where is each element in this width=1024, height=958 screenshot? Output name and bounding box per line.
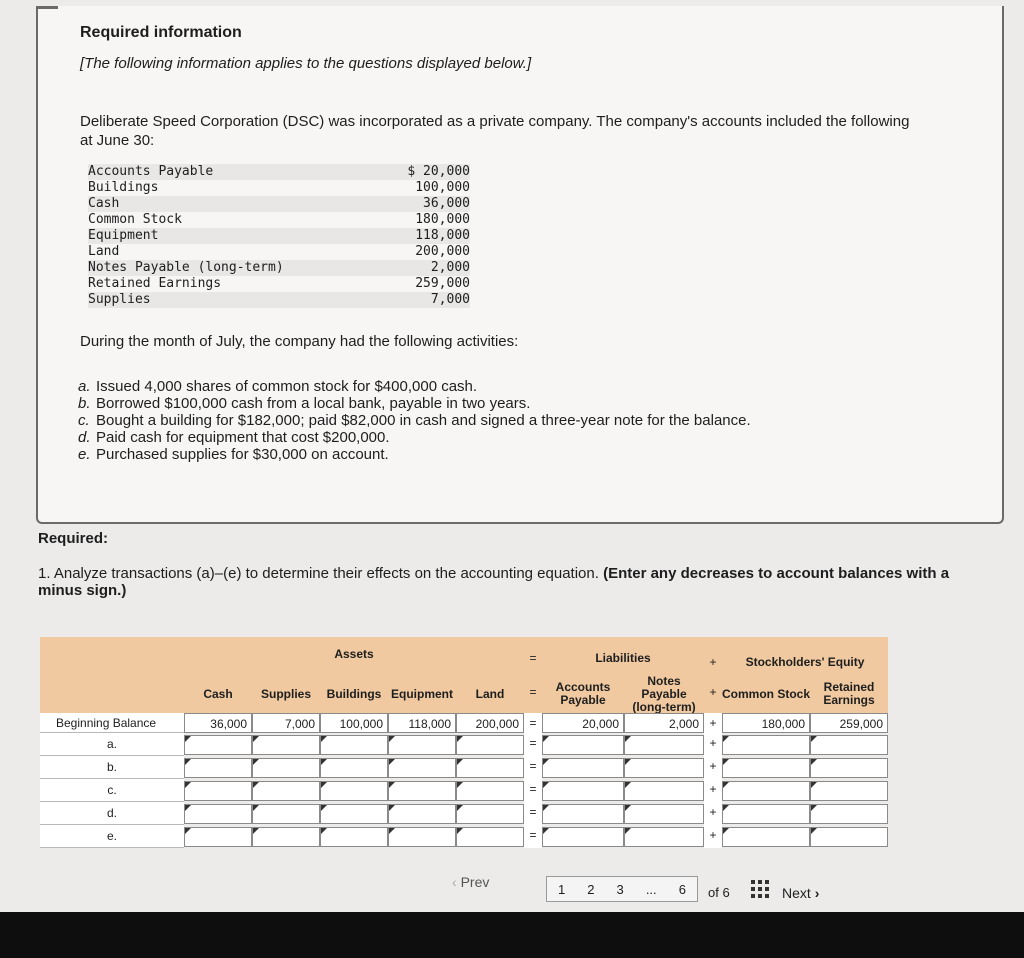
beginning-notes-payable-value: 2,000 [624, 713, 704, 733]
plus-sign: + [704, 733, 722, 756]
input-notes-payable[interactable] [624, 781, 704, 801]
input-flag-icon [253, 782, 259, 788]
input-flag-icon [389, 782, 395, 788]
during-july-text: During the month of July, the company had the following activities: [80, 333, 519, 350]
input-supplies[interactable] [252, 781, 320, 801]
activity-letter: c. [78, 412, 90, 429]
activity-letter: a. [78, 378, 91, 395]
activity-item [78, 429, 751, 446]
input-flag-icon [625, 828, 631, 834]
input-common-stock[interactable] [722, 781, 810, 801]
input-flag-icon [185, 759, 191, 765]
beginning-cash-value: 36,000 [184, 713, 252, 733]
prev-button[interactable] [452, 874, 489, 890]
input-common-stock[interactable] [722, 827, 810, 847]
input-cash[interactable] [184, 735, 252, 755]
equity-group-header: Stockholders' Equity [745, 655, 865, 669]
activity-letter: d. [78, 429, 91, 446]
input-common-stock[interactable] [722, 758, 810, 778]
account-row [88, 164, 470, 180]
activity-text: Borrowed $100,000 cash from a local bank, payable in two years. [96, 395, 531, 412]
activity-text: Bought a building for $182,000; paid $82,000 in cash and signed a three-year note for the balance. [96, 412, 751, 429]
accounts-list [88, 164, 470, 308]
input-notes-payable[interactable] [624, 735, 704, 755]
page-2[interactable]: 2 [587, 881, 595, 897]
account-row [88, 196, 470, 212]
company-intro: Deliberate Speed Corporation (DSC) was incorporated as a private company. The company's accounts included the following at June 30: [80, 113, 910, 149]
chevron-left-icon: ‹ [452, 874, 457, 890]
plus-sign: + [704, 756, 722, 779]
account-value: $ 20,000 [407, 164, 470, 179]
column-header-supplies: Supplies [260, 686, 311, 701]
input-flag-icon [723, 736, 729, 742]
input-land[interactable] [456, 735, 524, 755]
activity-text: Issued 4,000 shares of common stock for $400,000 cash. [96, 378, 478, 395]
grid-menu-icon[interactable] [751, 880, 769, 898]
account-name: Equipment [88, 228, 159, 243]
next-button[interactable] [782, 885, 882, 901]
column-header-retained-earnings: Retained Earnings [823, 680, 875, 707]
instruction-bold: (Enter any decreases to account balances with a minus sign.) [38, 565, 950, 599]
input-notes-payable[interactable] [624, 758, 704, 778]
input-flag-icon [457, 782, 463, 788]
input-supplies[interactable] [252, 827, 320, 847]
required-information-title: Required information [80, 24, 242, 41]
input-supplies[interactable] [252, 804, 320, 824]
equals-sign: = [529, 651, 537, 665]
account-value: 118,000 [415, 228, 470, 243]
input-flag-icon [625, 805, 631, 811]
column-header-cash: Cash [203, 686, 233, 701]
input-common-stock[interactable] [722, 804, 810, 824]
activity-item [78, 446, 751, 463]
input-flag-icon [389, 736, 395, 742]
page-ellipsis: ... [645, 881, 657, 897]
input-buildings[interactable] [320, 827, 388, 847]
required-header: Required: [38, 530, 109, 547]
input-flag-icon [253, 759, 259, 765]
equals-sign: = [524, 779, 542, 802]
chevron-right-icon: › [814, 885, 820, 901]
input-flag-icon [811, 736, 817, 742]
input-accounts-payable[interactable] [542, 827, 624, 847]
input-flag-icon [389, 759, 395, 765]
next-label: Next [782, 885, 811, 901]
input-flag-icon [321, 805, 327, 811]
beginning-retained-earnings-value: 259,000 [810, 713, 888, 733]
input-accounts-payable[interactable] [542, 781, 624, 801]
input-equipment[interactable] [388, 827, 456, 847]
input-cash[interactable] [184, 781, 252, 801]
plus-sign: + [704, 825, 722, 848]
input-flag-icon [543, 828, 549, 834]
account-name: Retained Earnings [88, 276, 222, 291]
account-value: 180,000 [415, 212, 470, 227]
input-equipment[interactable] [388, 804, 456, 824]
input-accounts-payable[interactable] [542, 735, 624, 755]
plus-sign: + [704, 713, 722, 733]
column-header-common-stock: Common Stock [722, 686, 811, 701]
input-flag-icon [723, 759, 729, 765]
activity-item [78, 395, 751, 412]
input-flag-icon [185, 736, 191, 742]
input-retained-earnings[interactable] [810, 804, 888, 824]
input-buildings[interactable] [320, 758, 388, 778]
input-flag-icon [723, 805, 729, 811]
account-value: 7,000 [430, 292, 470, 307]
column-header-buildings: Buildings [326, 686, 382, 701]
activity-letter: e. [78, 446, 91, 463]
bottom-bar [0, 912, 1024, 958]
input-notes-payable[interactable] [624, 827, 704, 847]
input-cash[interactable] [184, 827, 252, 847]
input-flag-icon [185, 828, 191, 834]
input-cash[interactable] [184, 758, 252, 778]
page-1[interactable]: 1 [558, 881, 566, 897]
equals-sign: = [524, 733, 542, 756]
equals-sign: = [524, 713, 542, 733]
beginning-buildings-value: 100,000 [320, 713, 388, 733]
input-land[interactable] [456, 827, 524, 847]
instruction-text [38, 565, 978, 599]
input-buildings[interactable] [320, 781, 388, 801]
beginning-equipment-value: 118,000 [388, 713, 456, 733]
account-name: Notes Payable (long-term) [88, 260, 284, 275]
assets-group-header: Assets [334, 647, 374, 661]
column-header-land: Land [475, 686, 505, 701]
input-flag-icon [253, 805, 259, 811]
input-supplies[interactable] [252, 758, 320, 778]
input-equipment[interactable] [388, 735, 456, 755]
input-flag-icon [253, 828, 259, 834]
input-flag-icon [321, 736, 327, 742]
input-supplies[interactable] [252, 735, 320, 755]
account-name: Cash [88, 196, 120, 211]
input-equipment[interactable] [388, 781, 456, 801]
transaction-row-label: b. [40, 756, 184, 779]
account-value: 200,000 [415, 244, 470, 259]
account-row [88, 244, 470, 260]
account-row [88, 212, 470, 228]
input-accounts-payable[interactable] [542, 758, 624, 778]
beginning-common-stock-value: 180,000 [722, 713, 810, 733]
input-flag-icon [457, 759, 463, 765]
input-flag-icon [811, 828, 817, 834]
instruction-number: 1. [38, 565, 51, 582]
input-flag-icon [457, 828, 463, 834]
input-flag-icon [543, 736, 549, 742]
input-retained-earnings[interactable] [810, 735, 888, 755]
equals-sign: = [524, 756, 542, 779]
page-numbers [546, 876, 698, 902]
input-flag-icon [457, 736, 463, 742]
input-retained-earnings[interactable] [810, 758, 888, 778]
input-flag-icon [321, 828, 327, 834]
activity-text: Paid cash for equipment that cost $200,000. [96, 429, 390, 446]
activities-list [78, 378, 751, 463]
column-header-notes-payable: Notes Payable (long-term) [632, 673, 696, 714]
input-flag-icon [389, 805, 395, 811]
input-land[interactable] [456, 781, 524, 801]
prev-label: Prev [460, 874, 490, 890]
equals-sign: = [524, 825, 542, 848]
input-flag-icon [389, 828, 395, 834]
beginning-balance-label: Beginning Balance [40, 713, 184, 733]
activity-text: Purchased supplies for $30,000 on account. [96, 446, 389, 463]
account-value: 259,000 [415, 276, 470, 291]
input-flag-icon [321, 782, 327, 788]
input-cash[interactable] [184, 804, 252, 824]
input-flag-icon [543, 805, 549, 811]
input-flag-icon [185, 805, 191, 811]
transaction-row-label: d. [40, 802, 184, 825]
beginning-supplies-value: 7,000 [252, 713, 320, 733]
equals-sign: = [524, 802, 542, 825]
activity-letter: b. [78, 395, 91, 412]
input-land[interactable] [456, 758, 524, 778]
account-name: Buildings [88, 180, 159, 195]
input-flag-icon [625, 782, 631, 788]
beginning-accounts-payable-value: 20,000 [542, 713, 624, 733]
input-common-stock[interactable] [722, 735, 810, 755]
input-flag-icon [543, 759, 549, 765]
plus-sign: + [709, 655, 717, 669]
input-equipment[interactable] [388, 758, 456, 778]
equals-sign: = [529, 685, 537, 699]
account-name: Supplies [88, 292, 151, 307]
beginning-land-value: 200,000 [456, 713, 524, 733]
page-count: of 6 [708, 885, 730, 900]
account-value: 2,000 [430, 260, 470, 275]
input-flag-icon [625, 759, 631, 765]
account-row [88, 276, 470, 292]
instruction-body: Analyze transactions (a)–(e) to determine their effects on the accounting equation. [53, 565, 599, 582]
account-value: 36,000 [423, 196, 470, 211]
input-flag-icon [185, 782, 191, 788]
activity-item [78, 378, 751, 395]
input-flag-icon [625, 736, 631, 742]
input-flag-icon [457, 805, 463, 811]
input-accounts-payable[interactable] [542, 804, 624, 824]
account-name: Land [88, 244, 120, 259]
input-flag-icon [253, 736, 259, 742]
input-flag-icon [811, 759, 817, 765]
required-information-subtitle: [The following information applies to the questions displayed below.] [80, 55, 532, 72]
input-flag-icon [543, 782, 549, 788]
column-header-accounts-payable: Accounts Payable [555, 680, 611, 707]
input-buildings[interactable] [320, 804, 388, 824]
column-header-equipment: Equipment [391, 686, 453, 701]
plus-sign: + [704, 779, 722, 802]
account-row [88, 292, 470, 308]
input-flag-icon [723, 782, 729, 788]
account-value: 100,000 [415, 180, 470, 195]
input-flag-icon [321, 759, 327, 765]
activity-item [78, 412, 751, 429]
plus-sign: + [709, 685, 717, 699]
input-buildings[interactable] [320, 735, 388, 755]
liabilities-group-header: Liabilities [595, 651, 651, 665]
account-row [88, 180, 470, 196]
input-retained-earnings[interactable] [810, 827, 888, 847]
plus-sign: + [704, 802, 722, 825]
transaction-row-label: e. [40, 825, 184, 848]
input-flag-icon [811, 782, 817, 788]
input-flag-icon [811, 805, 817, 811]
transaction-row-label: c. [40, 779, 184, 802]
page-3[interactable]: 3 [616, 881, 624, 897]
page-6[interactable]: 6 [678, 881, 686, 897]
account-row [88, 260, 470, 276]
transaction-row-label: a. [40, 733, 184, 756]
accounting-equation-grid [40, 637, 888, 849]
input-notes-payable[interactable] [624, 804, 704, 824]
input-flag-icon [723, 828, 729, 834]
input-land[interactable] [456, 804, 524, 824]
account-name: Accounts Payable [88, 164, 214, 179]
account-row [88, 228, 470, 244]
account-name: Common Stock [88, 212, 182, 227]
input-retained-earnings[interactable] [810, 781, 888, 801]
